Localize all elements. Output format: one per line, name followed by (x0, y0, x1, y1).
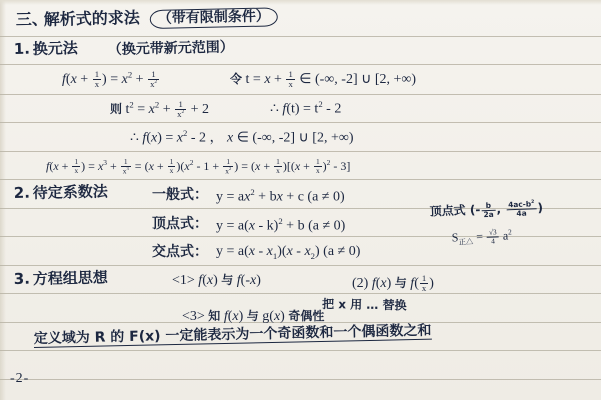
result-f-of-x-with-domain: ∴ $f(x) = x^2 - 2$ ， x ∈ (-∞, -2] ∪ [2, +∞) (130, 128, 354, 146)
rule-line (0, 36, 601, 37)
heading-number: 三、 (15, 9, 49, 29)
general-form-label: 一般式： (152, 187, 208, 203)
rule-line (0, 94, 601, 95)
eqsys-annotation: 把 x 用 … 替换 (321, 297, 407, 313)
page-top-shadow (0, 0, 601, 5)
rule-line (0, 122, 601, 123)
eqsys-item-2: (2) f(x) 与 f( $\frac{1}{x}$ ) (352, 273, 434, 294)
intercept-form-formula: $y = a(x - x_1)(x - x_2)$ (a ≠ 0) (216, 244, 361, 261)
page-number: -2- (10, 371, 30, 386)
intercept-form-label: 交点式： (152, 244, 208, 260)
conclusion-text: 定义域为 R 的 F(x) 一定能表示为一个奇函数和一个偶函数之和 (33, 322, 432, 348)
formula-cubic-expansion: f(x + $\frac{1}{x}$ ) = $x^3$ + $\frac{1}{x^3}$ = (x + $\frac{1}{x}$ )($x^2 - 1$ + $\frac{1}{x^2}$ ) = (x + $\frac{1}{x}$ )[(x + $\frac{1}{x}$ )$^2$ - 3] (46, 157, 351, 176)
eqsys-item-3: <3> 知 f(x) 与 g(x) 奇偶性 (182, 309, 325, 324)
section-2-number: 2. (13, 183, 31, 202)
rule-line (0, 64, 601, 65)
section-3-number: 3. (13, 269, 31, 288)
section-1-title: 换元法 (32, 39, 79, 58)
section-1-note: （换元带新元范围） (107, 39, 234, 58)
general-form-formula: $y = ax^2$ + bx + c (a ≠ 0) (216, 187, 345, 205)
vertex-form-formula: y = a(x - k)$^2$ + b (a ≠ 0) (216, 216, 346, 234)
result-f-of-t: ∴ $f(t) = t^2 - 2$ (270, 99, 342, 117)
section-3-title: 方程组思想 (32, 268, 109, 288)
margin-note-triangle-area: $S_{正\triangle}$ = $\frac{√3}{4}$ $a^2$ (451, 227, 512, 247)
rule-line (0, 265, 601, 266)
section-1-number: 1. (13, 39, 31, 58)
heading-note-box: （带有限制条件） (150, 7, 278, 29)
rule-line (0, 293, 601, 294)
formula-f-x-plus-1-over-x: f(x + $\frac{1}{x}$ ) = $x^2$ + $\frac{1}{x^2}$ (62, 69, 158, 90)
rule-line (0, 350, 601, 351)
section-2-title: 待定系数法 (32, 182, 109, 202)
margin-note-vertex: 顶点式 (- $\frac{b}{2a}$ , $\frac{4ac-b^2}{4a}$ ) (429, 199, 544, 219)
rule-line (0, 379, 601, 380)
eqsys-item-1: <1> f(x) 与 f(-x) (172, 273, 261, 288)
formula-t-squared: 则 $t^2 = x^2$ + $\frac{1}{x^2}$ + 2 (110, 99, 210, 120)
vertex-form-label: 顶点式： (152, 216, 208, 232)
substitution-t-range: 令 t = x + $\frac{1}{x}$ ∈ (-∞, -2] ∪ [2, +∞) (230, 69, 417, 90)
page-title: 解析式的求法 (43, 7, 141, 29)
page-left-shadow (0, 0, 6, 400)
rule-line (0, 151, 601, 152)
heading-note (150, 7, 278, 29)
rule-line (0, 179, 601, 180)
